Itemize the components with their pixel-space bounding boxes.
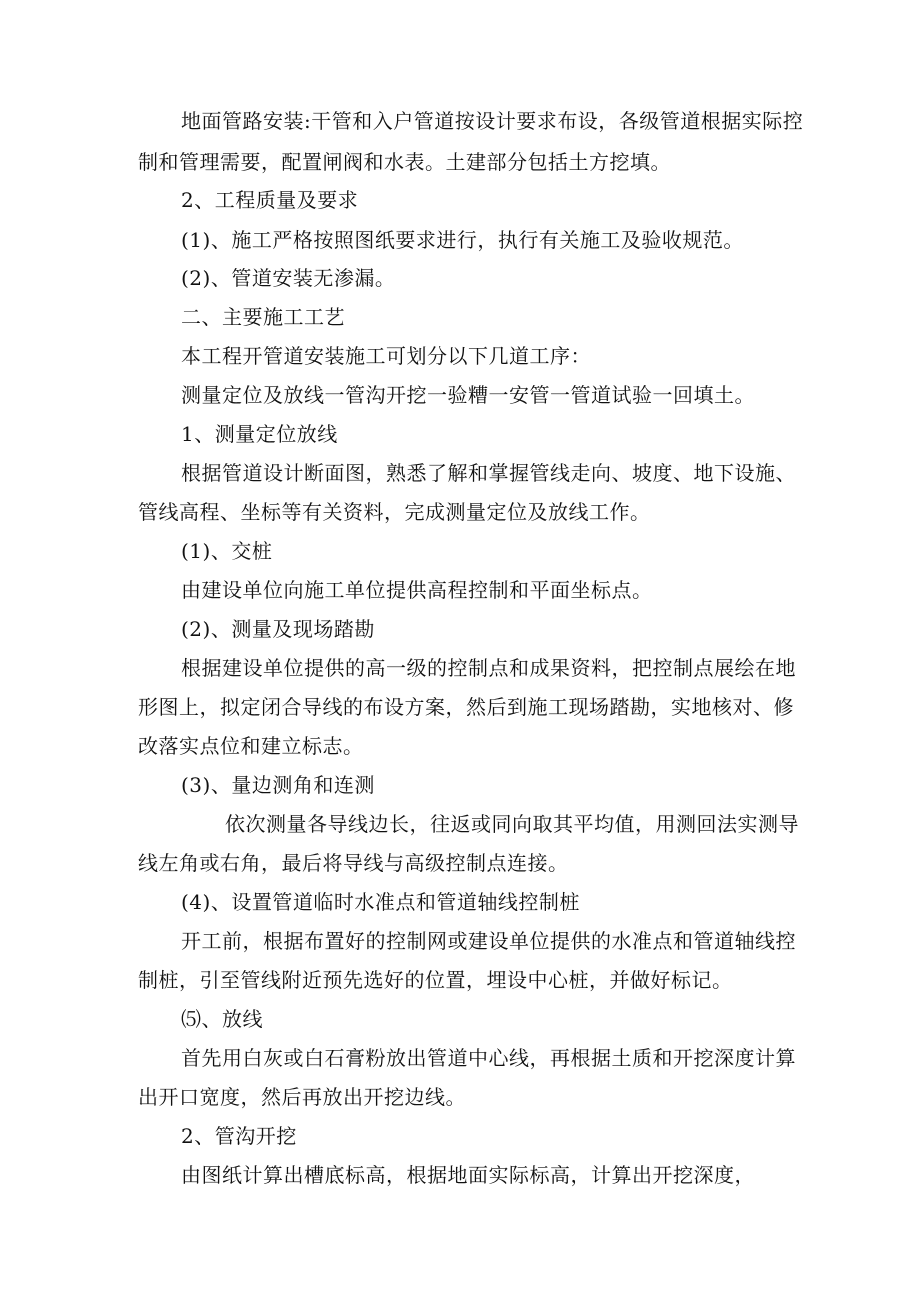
- text-line: 根据管道设计断面图，熟悉了解和掌握管线走向、坡度、地下设施、: [181, 461, 796, 485]
- text-line: 管线高程、坐标等有关资料，完成测量定位及放线工作。: [138, 500, 651, 524]
- text-line: (1)、交桩: [181, 539, 273, 563]
- text-line: 改落实点位和建立标志。: [138, 734, 364, 758]
- text-line: 首先用白灰或白石膏粉放出管道中心线，再根据土质和开挖深度计算: [181, 1046, 796, 1070]
- text-line: (4)、设置管道临时水准点和管道轴线控制桩: [181, 890, 580, 914]
- text-line: (2)、管道安装无渗漏。: [181, 266, 396, 290]
- text-line: 2、管沟开挖: [181, 1124, 297, 1148]
- text-line: 根据建设单位提供的高一级的控制点和成果资料，把控制点展绘在地: [181, 656, 796, 680]
- text-line: 形图上，拟定闭合导线的布设方案，然后到施工现场踏勘，实地核对、修: [138, 695, 794, 719]
- text-line: 制桩，引至管线附近预先选好的位置，埋设中心桩，并做好标记。: [138, 968, 733, 992]
- text-line: ⑸、放线: [181, 1007, 263, 1031]
- text-line: 由建设单位向施工单位提供高程控制和平面坐标点。: [181, 578, 653, 602]
- text-line: 2、工程质量及要求: [181, 188, 359, 212]
- text-line: 制和管理需要，配置闸阀和水表。土建部分包括土方挖填。: [138, 150, 671, 174]
- text-line: 开工前，根据布置好的控制网或建设单位提供的水准点和管道轴线控: [181, 929, 796, 953]
- text-line: 由图纸计算出槽底标高，根据地面实际标高，计算出开挖深度，: [181, 1163, 755, 1187]
- text-line: (3)、量边测角和连测: [181, 773, 375, 797]
- text-line: 出开口宽度，然后再放出开挖边线。: [138, 1085, 466, 1109]
- text-line: 测量定位及放线一管沟开挖一验糟一安管一管道试验一回填土。: [181, 383, 755, 407]
- text-line: 1、测量定位放线: [181, 422, 338, 446]
- text-line: (2)、测量及现场踏勘: [181, 617, 375, 641]
- text-line: 依次测量各导线边长，往返或同向取其平均值，用测回法实测导: [225, 812, 799, 836]
- text-line: 本工程开管道安装施工可划分以下几道工序：: [181, 344, 591, 368]
- text-line: 地面管路安装:干管和入户管道按设计要求布设，各级管道根据实际控: [181, 109, 804, 133]
- text-line: (1)、施工严格按照图纸要求进行，执行有关施工及验收规范。: [181, 228, 744, 252]
- text-line: 线左角或右角，最后将导线与高级控制点连接。: [138, 851, 569, 875]
- text-line: 二、主要施工工艺: [181, 305, 345, 329]
